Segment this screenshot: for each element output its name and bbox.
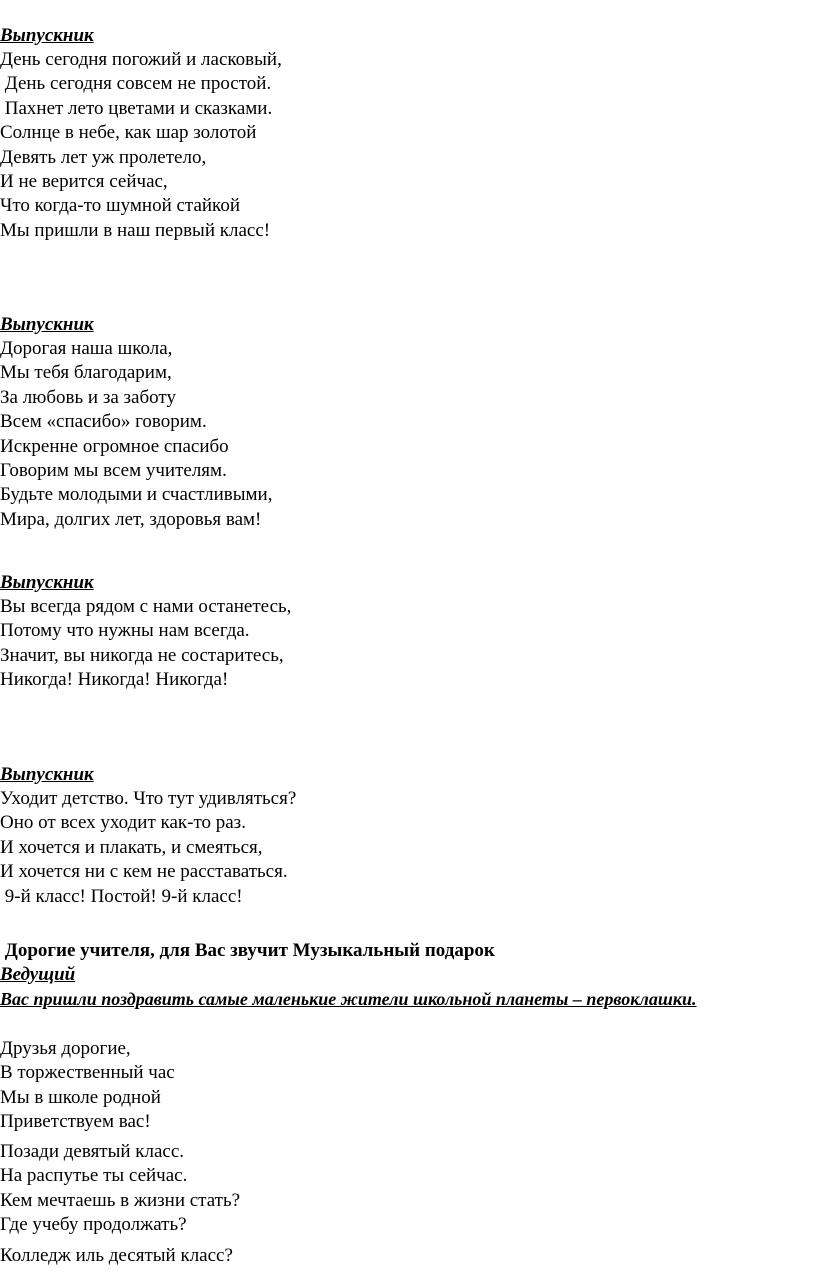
verse-line: Пахнет лето цветами и сказками. [0,97,273,119]
gift-section [0,939,816,1011]
verse-line: Всем «спасибо» говорим. [0,411,207,433]
verse-line: Дорогая наша школа, [0,338,173,359]
stanza-6 [0,1140,816,1238]
host-intro-text: Вас пришли поздравить самые маленькие жители школьной планеты – первоклашки. [0,989,697,1009]
verse-line: Никогда! Никогда! Никогда! [0,669,229,691]
verse-line: На распутье ты сейчас. [0,1165,188,1187]
stanza-2 [0,313,816,532]
verse-line: 9-й класс! Постой! 9-й класс! [0,885,243,907]
speaker-label: Выпускник [0,764,94,785]
stanza-5 [0,1037,816,1135]
verse-line: Будьте молодыми и счастливыми, [0,484,273,506]
verse-line: И хочется и плакать, и смеяться, [0,836,263,858]
verse-line: Что когда-то шумной стайкой [0,195,240,217]
verse-line: Приветствуем вас! [0,1111,151,1133]
speaker-label: Выпускник [0,572,94,593]
verse-line: Потому что нужны нам всегда. [0,620,250,642]
verse-line: День сегодня погожий и ласковый, [0,49,282,70]
verse-line: Колледж иль десятый класс? [0,1245,233,1266]
verse-line: День сегодня совсем не простой. [0,73,272,95]
speaker-label: Выпускник [0,25,94,46]
verse-line: Вы всегда рядом с нами останетесь, [0,596,292,617]
verse-line: Мы в школе родной [0,1086,161,1108]
verse-line: Значит, вы никогда не состаритесь, [0,644,284,666]
stanza-1 [0,24,816,243]
speaker-label: Выпускник [0,314,94,335]
verse-line: Мы пришли в наш первый класс! [0,219,271,241]
verse-line: Кем мечтаешь в жизни стать? [0,1189,241,1211]
stanza-4 [0,763,816,909]
verse-line: Говорим мы всем учителям. [0,459,227,481]
host-speaker-label: Ведущий [0,964,76,985]
verse-line: Оно от всех уходит как-то раз. [0,812,246,834]
verse-line: За любовь и за заботу [0,386,176,408]
stanza-3 [0,571,816,693]
verse-line: И хочется ни с кем не расставаться. [0,861,288,883]
verse-line: И не верится сейчас, [0,170,168,192]
verse-line: Девять лет уж пролетело, [0,146,207,168]
verse-line: Солнце в небе, как шар золотой [0,122,257,144]
verse-line: Мы тебя благодарим, [0,362,172,384]
verse-line: Уходит детство. Что тут удивляться? [0,788,297,809]
verse-line: Друзья дорогие, [0,1038,131,1059]
stanza-7 [0,1244,816,1268]
verse-line: Мира, долгих лет, здоровья вам! [0,508,262,530]
verse-line: Искренне огромное спасибо [0,435,229,457]
gift-heading: Дорогие учителя, для Вас звучит Музыкальный подарок [0,940,495,961]
verse-line: В торжественный час [0,1062,175,1084]
verse-line: Где учебу продолжать? [0,1214,187,1236]
verse-line: Позади девятый класс. [0,1141,185,1162]
